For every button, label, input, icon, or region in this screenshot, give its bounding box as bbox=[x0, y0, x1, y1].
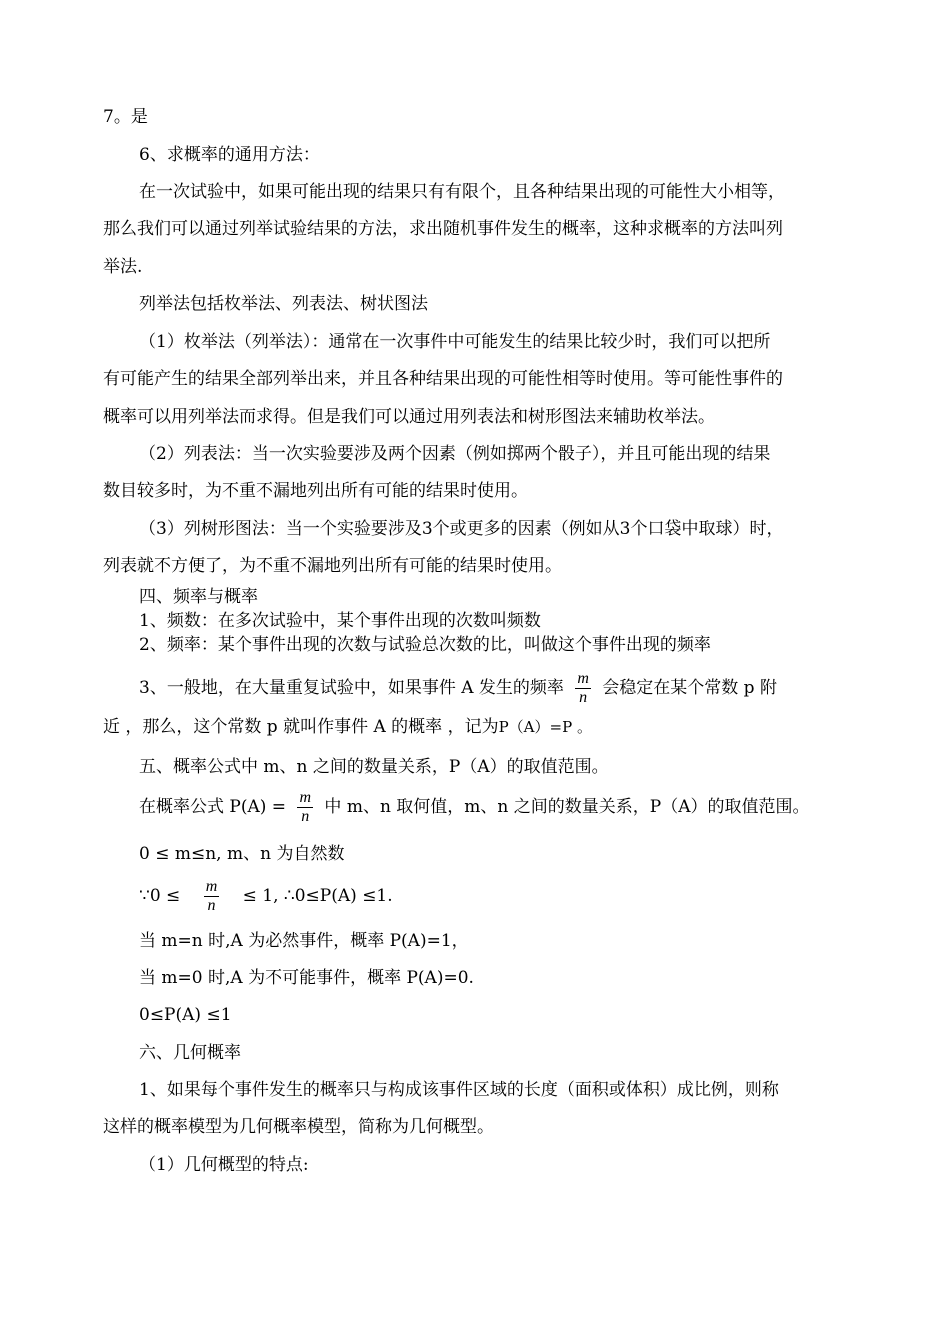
text-line: （1）几何概型的特点: bbox=[139, 1155, 309, 1175]
text-line: 有可能产生的结果全部列举出来，并且各种结果出现的可能性相等时使用。等可能性事件的 bbox=[103, 369, 783, 389]
text-line: 当 m=n 时,A 为必然事件，概率 P(A)=1， bbox=[139, 931, 469, 951]
text-line: 数目较多时，为不重不漏地列出所有可能的结果时使用。 bbox=[103, 481, 528, 501]
text-segment: P（A）=P 。 bbox=[498, 718, 592, 736]
text-line: 2、频率：某个事件出现的次数与试验总次数的比，叫做这个事件出现的频率 bbox=[139, 635, 711, 655]
text-line: 列举法包括枚举法、列表法、树状图法 bbox=[139, 294, 428, 314]
section-heading: 六、几何概率 bbox=[139, 1043, 241, 1063]
text-line-with-fraction bbox=[139, 787, 810, 827]
text-line: 当 m=0 时,A 为不可能事件，概率 P(A)=0. bbox=[139, 968, 474, 988]
text-line: 这样的概率模型为几何概率模型，简称为几何概型。 bbox=[103, 1117, 494, 1137]
text-line: 在一次试验中，如果可能出现的结果只有有限个，且各种结果出现的可能性大小相等， bbox=[139, 182, 785, 202]
text-line: 举法. bbox=[103, 257, 143, 277]
fraction-m-over-n bbox=[204, 879, 220, 914]
text-line: 0≤P(A) ≤1 bbox=[139, 1005, 232, 1025]
text-line-with-fraction bbox=[139, 876, 393, 916]
fraction-denominator: n bbox=[207, 897, 216, 914]
text-line-with-fraction bbox=[139, 669, 777, 707]
text-line: （1）枚举法（列举法）：通常在一次事件中可能发生的结果比较少时，我们可以把所 bbox=[139, 332, 771, 352]
fraction-m-over-n bbox=[297, 790, 313, 825]
fraction-denominator: n bbox=[579, 689, 588, 706]
text-line: （3）列树形图法：当一个实验要涉及3个或更多的因素（例如从3个口袋中取球）时， bbox=[139, 519, 784, 539]
text-segment: 会稳定在某个常数 p 附 bbox=[602, 678, 777, 698]
text-segment: 在概率公式 P(A) = bbox=[139, 797, 287, 817]
text-line: 1、频数：在多次试验中，某个事件出现的次数叫频数 bbox=[139, 611, 541, 631]
text-segment: ≤ 1, ∴0≤P(A) ≤1. bbox=[242, 886, 393, 906]
section-heading: 五、概率公式中 m、n 之间的数量关系，P（A）的取值范围。 bbox=[139, 757, 609, 777]
section-heading: 6、求概率的通用方法： bbox=[139, 145, 320, 165]
text-segment: ∵0 ≤ bbox=[139, 886, 181, 906]
text-segment: 中 m、n 取何值，m、n 之间的数量关系，P（A）的取值范围。 bbox=[324, 797, 810, 817]
text-line: 7。是 bbox=[103, 107, 148, 127]
fraction-m-over-n bbox=[575, 671, 591, 706]
text-segment: 近 ，那么，这个常数 p 就叫作事件 A 的概率 ，记为 bbox=[103, 717, 499, 737]
fraction-numerator: m bbox=[299, 789, 312, 806]
fraction-denominator: n bbox=[301, 808, 310, 825]
section-heading: 四、频率与概率 bbox=[139, 587, 258, 607]
fraction-numerator: m bbox=[577, 670, 589, 687]
text-line: 1、如果每个事件发生的概率只与构成该事件区域的长度（面积或体积）成比例，则称 bbox=[139, 1080, 779, 1100]
text-line: 概率可以用列举法而求得。但是我们可以通过用列表法和树形图法来辅助枚举法。 bbox=[103, 407, 715, 427]
text-line: （2）列表法：当一次实验要涉及两个因素（例如掷两个骰子），并且可能出现的结果 bbox=[139, 444, 771, 464]
text-line bbox=[103, 715, 592, 739]
text-line: 0 ≤ m≤n, m、n 为自然数 bbox=[139, 844, 345, 864]
fraction-numerator: m bbox=[205, 878, 218, 895]
text-segment: 3、一般地，在大量重复试验中，如果事件 A 发生的频率 bbox=[139, 678, 564, 698]
text-line: 那么我们可以通过列举试验结果的方法，求出随机事件发生的概率，这种求概率的方法叫列 bbox=[103, 219, 783, 239]
text-line: 列表就不方便了，为不重不漏地列出所有可能的结果时使用。 bbox=[103, 556, 562, 576]
